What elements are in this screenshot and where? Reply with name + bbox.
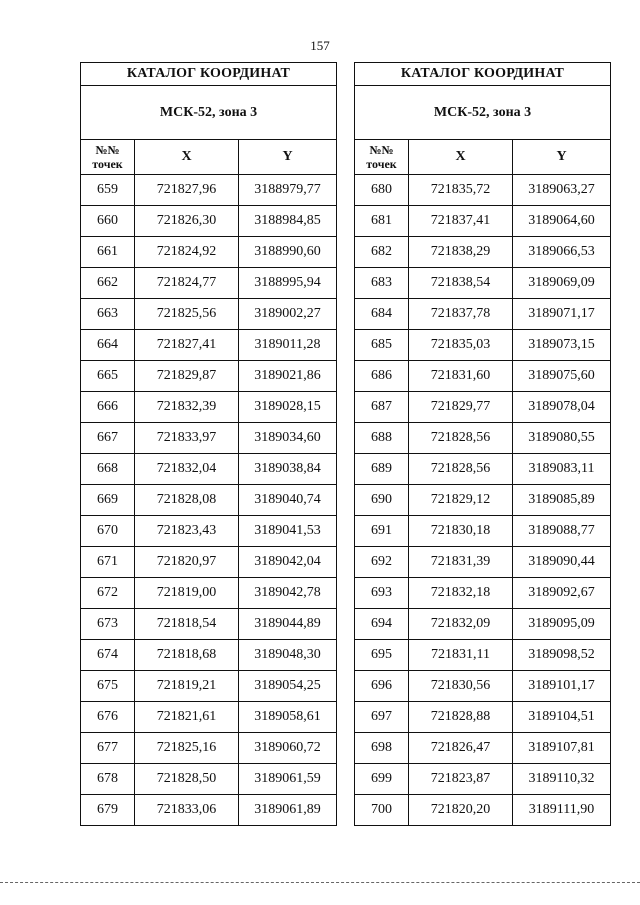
point-number-cell: 662: [81, 268, 135, 299]
y-coordinate-cell: 3189092,67: [513, 578, 611, 609]
x-coordinate-cell: 721838,54: [409, 268, 513, 299]
table-row: [81, 268, 337, 299]
table-row: [355, 733, 611, 764]
y-coordinate-cell: 3189041,53: [239, 516, 337, 547]
table-row: [81, 423, 337, 454]
point-number-cell: 668: [81, 454, 135, 485]
table-row: [355, 268, 611, 299]
header-point-number-line1: №№: [369, 143, 394, 157]
point-number-cell: 683: [355, 268, 409, 299]
y-coordinate-cell: 3188990,60: [239, 237, 337, 268]
x-coordinate-cell: 721821,61: [135, 702, 239, 733]
catalog-title: КАТАЛОГ КООРДИНАТ: [355, 63, 611, 86]
point-number-cell: 667: [81, 423, 135, 454]
y-coordinate-cell: 3189080,55: [513, 423, 611, 454]
x-coordinate-cell: 721828,50: [135, 764, 239, 795]
y-coordinate-cell: 3189040,74: [239, 485, 337, 516]
y-coordinate-cell: 3188995,94: [239, 268, 337, 299]
table-row: [81, 392, 337, 423]
table-row: [81, 516, 337, 547]
x-coordinate-cell: 721837,78: [409, 299, 513, 330]
header-point-number-line2: точек: [366, 157, 397, 171]
point-number-cell: 699: [355, 764, 409, 795]
point-number-cell: 661: [81, 237, 135, 268]
header-y: Y: [239, 140, 337, 175]
table-row: [355, 485, 611, 516]
table-row: [81, 330, 337, 361]
x-coordinate-cell: 721826,47: [409, 733, 513, 764]
x-coordinate-cell: 721830,56: [409, 671, 513, 702]
table-row: [355, 392, 611, 423]
coordinate-catalog-table-left: [80, 62, 337, 826]
point-number-cell: 686: [355, 361, 409, 392]
y-coordinate-cell: 3189063,27: [513, 175, 611, 206]
x-coordinate-cell: 721830,18: [409, 516, 513, 547]
table-row: [355, 299, 611, 330]
table-row: [355, 423, 611, 454]
page-number: 157: [310, 38, 330, 53]
header-point-number: [355, 140, 409, 175]
table-row: [81, 206, 337, 237]
point-number-cell: 694: [355, 609, 409, 640]
y-coordinate-cell: 3189060,72: [239, 733, 337, 764]
y-coordinate-cell: 3189095,09: [513, 609, 611, 640]
table-row: [81, 609, 337, 640]
point-number-cell: 688: [355, 423, 409, 454]
point-number-cell: 690: [355, 485, 409, 516]
x-coordinate-cell: 721829,87: [135, 361, 239, 392]
point-number-cell: 680: [355, 175, 409, 206]
point-number-cell: 670: [81, 516, 135, 547]
x-coordinate-cell: 721825,16: [135, 733, 239, 764]
y-coordinate-cell: 3189058,61: [239, 702, 337, 733]
table-row: [355, 702, 611, 733]
x-coordinate-cell: 721819,21: [135, 671, 239, 702]
table-body: [355, 175, 611, 826]
y-coordinate-cell: 3189085,89: [513, 485, 611, 516]
y-coordinate-cell: 3189083,11: [513, 454, 611, 485]
table-row: [81, 361, 337, 392]
table-row: [355, 206, 611, 237]
point-number-cell: 700: [355, 795, 409, 826]
point-number-cell: 692: [355, 547, 409, 578]
table-row: [355, 578, 611, 609]
point-number-cell: 679: [81, 795, 135, 826]
y-coordinate-cell: 3189098,52: [513, 640, 611, 671]
point-number-cell: 659: [81, 175, 135, 206]
x-coordinate-cell: 721826,30: [135, 206, 239, 237]
point-number-cell: 695: [355, 640, 409, 671]
point-number-cell: 682: [355, 237, 409, 268]
table-row: [355, 640, 611, 671]
x-coordinate-cell: 721818,68: [135, 640, 239, 671]
x-coordinate-cell: 721833,06: [135, 795, 239, 826]
x-coordinate-cell: 721823,87: [409, 764, 513, 795]
x-coordinate-cell: 721837,41: [409, 206, 513, 237]
x-coordinate-cell: 721820,20: [409, 795, 513, 826]
x-coordinate-cell: 721832,09: [409, 609, 513, 640]
x-coordinate-cell: 721819,00: [135, 578, 239, 609]
point-number-cell: 674: [81, 640, 135, 671]
x-coordinate-cell: 721827,96: [135, 175, 239, 206]
header-x: X: [135, 140, 239, 175]
point-number-cell: 677: [81, 733, 135, 764]
x-coordinate-cell: 721820,97: [135, 547, 239, 578]
y-coordinate-cell: 3189042,04: [239, 547, 337, 578]
y-coordinate-cell: 3189073,15: [513, 330, 611, 361]
header-point-number-line2: точек: [92, 157, 123, 171]
point-number-cell: 669: [81, 485, 135, 516]
point-number-cell: 665: [81, 361, 135, 392]
point-number-cell: 685: [355, 330, 409, 361]
point-number-cell: 698: [355, 733, 409, 764]
header-point-number: [81, 140, 135, 175]
catalog-title: КАТАЛОГ КООРДИНАТ: [81, 63, 337, 86]
table-row: [355, 175, 611, 206]
y-coordinate-cell: 3189034,60: [239, 423, 337, 454]
x-coordinate-cell: 721828,08: [135, 485, 239, 516]
x-coordinate-cell: 721835,03: [409, 330, 513, 361]
y-coordinate-cell: 3189078,04: [513, 392, 611, 423]
table-row: [81, 764, 337, 795]
y-coordinate-cell: 3189042,78: [239, 578, 337, 609]
x-coordinate-cell: 721823,43: [135, 516, 239, 547]
table-row: [81, 237, 337, 268]
y-coordinate-cell: 3189002,27: [239, 299, 337, 330]
y-coordinate-cell: 3189028,15: [239, 392, 337, 423]
table-row: [355, 330, 611, 361]
point-number-cell: 678: [81, 764, 135, 795]
table-row: [81, 485, 337, 516]
y-coordinate-cell: 3189048,30: [239, 640, 337, 671]
point-number-cell: 687: [355, 392, 409, 423]
y-coordinate-cell: 3189069,09: [513, 268, 611, 299]
x-coordinate-cell: 721827,41: [135, 330, 239, 361]
point-number-cell: 666: [81, 392, 135, 423]
table-row: [81, 454, 337, 485]
y-coordinate-cell: 3189064,60: [513, 206, 611, 237]
point-number-cell: 684: [355, 299, 409, 330]
catalog-subtitle: МСК-52, зона 3: [355, 86, 611, 140]
table-row: [355, 516, 611, 547]
point-number-cell: 675: [81, 671, 135, 702]
x-coordinate-cell: 721832,18: [409, 578, 513, 609]
y-coordinate-cell: 3189110,32: [513, 764, 611, 795]
y-coordinate-cell: 3189075,60: [513, 361, 611, 392]
point-number-cell: 672: [81, 578, 135, 609]
coordinate-catalog-table-right: [354, 62, 611, 826]
x-coordinate-cell: 721829,12: [409, 485, 513, 516]
y-coordinate-cell: 3189090,44: [513, 547, 611, 578]
table-row: [81, 175, 337, 206]
table-row: [81, 671, 337, 702]
point-number-cell: 671: [81, 547, 135, 578]
point-number-cell: 696: [355, 671, 409, 702]
point-number-cell: 691: [355, 516, 409, 547]
point-number-cell: 673: [81, 609, 135, 640]
y-coordinate-cell: 3189061,59: [239, 764, 337, 795]
point-number-cell: 663: [81, 299, 135, 330]
y-coordinate-cell: 3189061,89: [239, 795, 337, 826]
x-coordinate-cell: 721824,77: [135, 268, 239, 299]
table-row: [81, 795, 337, 826]
x-coordinate-cell: 721831,39: [409, 547, 513, 578]
y-coordinate-cell: 3189038,84: [239, 454, 337, 485]
x-coordinate-cell: 721838,29: [409, 237, 513, 268]
header-y: Y: [513, 140, 611, 175]
y-coordinate-cell: 3189071,17: [513, 299, 611, 330]
x-coordinate-cell: 721835,72: [409, 175, 513, 206]
table-body: [81, 175, 337, 826]
table-row: [355, 671, 611, 702]
bottom-divider: [0, 882, 640, 883]
x-coordinate-cell: 721829,77: [409, 392, 513, 423]
y-coordinate-cell: 3189104,51: [513, 702, 611, 733]
table-row: [81, 702, 337, 733]
x-coordinate-cell: 721828,56: [409, 423, 513, 454]
header-x: X: [409, 140, 513, 175]
table-row: [355, 764, 611, 795]
x-coordinate-cell: 721831,11: [409, 640, 513, 671]
table-row: [81, 547, 337, 578]
y-coordinate-cell: 3189054,25: [239, 671, 337, 702]
x-coordinate-cell: 721824,92: [135, 237, 239, 268]
point-number-cell: 693: [355, 578, 409, 609]
y-coordinate-cell: 3189044,89: [239, 609, 337, 640]
x-coordinate-cell: 721832,39: [135, 392, 239, 423]
y-coordinate-cell: 3189088,77: [513, 516, 611, 547]
table-row: [355, 237, 611, 268]
table-row: [355, 361, 611, 392]
point-number-cell: 664: [81, 330, 135, 361]
y-coordinate-cell: 3189066,53: [513, 237, 611, 268]
x-coordinate-cell: 721828,88: [409, 702, 513, 733]
point-number-cell: 697: [355, 702, 409, 733]
table-row: [355, 609, 611, 640]
point-number-cell: 689: [355, 454, 409, 485]
y-coordinate-cell: 3189021,86: [239, 361, 337, 392]
y-coordinate-cell: 3188984,85: [239, 206, 337, 237]
table-row: [81, 299, 337, 330]
table-row: [81, 733, 337, 764]
x-coordinate-cell: 721831,60: [409, 361, 513, 392]
y-coordinate-cell: 3188979,77: [239, 175, 337, 206]
catalog-subtitle: МСК-52, зона 3: [81, 86, 337, 140]
x-coordinate-cell: 721828,56: [409, 454, 513, 485]
y-coordinate-cell: 3189101,17: [513, 671, 611, 702]
header-point-number-line1: №№: [95, 143, 120, 157]
y-coordinate-cell: 3189011,28: [239, 330, 337, 361]
table-row: [81, 640, 337, 671]
point-number-cell: 676: [81, 702, 135, 733]
point-number-cell: 681: [355, 206, 409, 237]
x-coordinate-cell: 721832,04: [135, 454, 239, 485]
table-row: [81, 578, 337, 609]
y-coordinate-cell: 3189107,81: [513, 733, 611, 764]
x-coordinate-cell: 721833,97: [135, 423, 239, 454]
table-row: [355, 795, 611, 826]
point-number-cell: 660: [81, 206, 135, 237]
y-coordinate-cell: 3189111,90: [513, 795, 611, 826]
table-row: [355, 547, 611, 578]
table-row: [355, 454, 611, 485]
x-coordinate-cell: 721818,54: [135, 609, 239, 640]
x-coordinate-cell: 721825,56: [135, 299, 239, 330]
